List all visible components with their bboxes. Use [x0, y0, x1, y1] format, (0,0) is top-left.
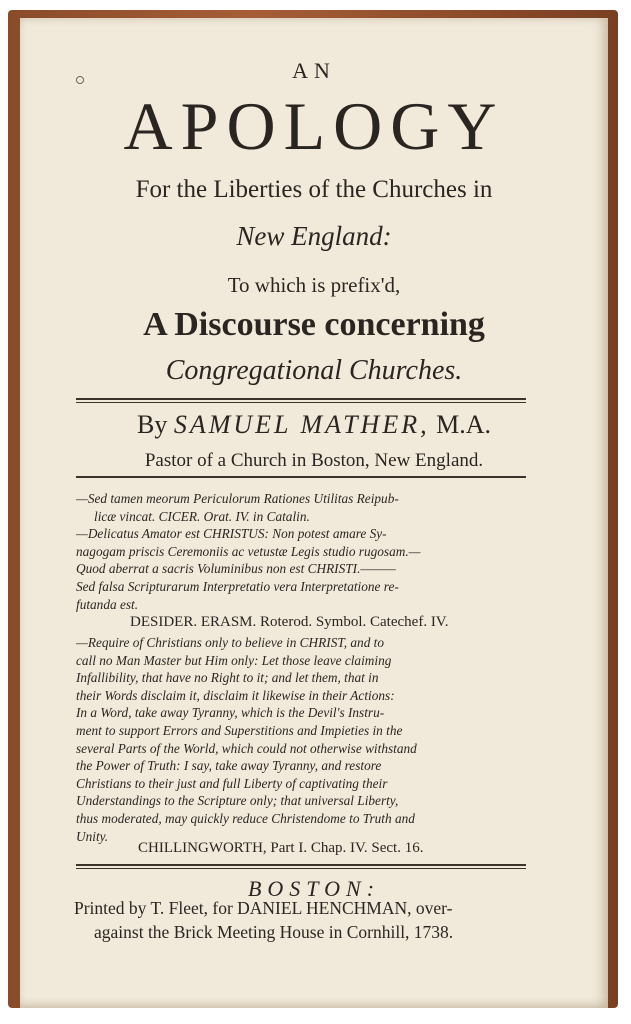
imprint-line-2: against the Brick Meeting House in Cornhill, 1738. [94, 922, 454, 942]
rule-divider [76, 476, 526, 478]
discourse-line: A Discourse concerning [143, 306, 485, 343]
prefix-line: To which is prefix'd, [227, 273, 401, 297]
quote-line: —Sed tamen meorum Periculorum Rationes Utilitas Reipub- [76, 491, 399, 506]
quote-line: Sed falsa Scripturarum Interpretatio vera Interpretatione re- [76, 578, 399, 594]
title-page [20, 18, 608, 1008]
quote-line: —Require of Christians only to believe in CHRIST, and to [76, 635, 385, 650]
rule-divider [76, 864, 526, 869]
quote-line: Infallibility, that have no Right to it; and let them, that in [76, 670, 379, 686]
author-name: SAMUEL MATHER, [173, 410, 430, 439]
congregational-line: Congregational Churches. [165, 355, 463, 386]
rule-divider [76, 398, 526, 403]
by-word: By [136, 410, 168, 439]
quote-line: the Power of Truth: I say, take away Tyranny, and restore [76, 758, 382, 774]
quote-line: futanda est. [76, 596, 139, 612]
subtitle-new-england: New England: [236, 221, 392, 251]
quote-line: ment to support Errors and Superstitions and Impieties in the [76, 722, 403, 738]
quote-line: —Delicatus Amator est CHRISTUS: Non potest amare Sy- [76, 526, 387, 542]
title-apology: APOLOGY [123, 88, 505, 164]
quote-line: call no Man Master but Him only: Let those leave claiming [76, 652, 392, 668]
chillingworth-attribution: CHILLINGWORTH, Part I. Chap. IV. Sect. 16. [138, 840, 424, 856]
quote-line: Christians to their just and full Liberty of captivating their [76, 775, 388, 791]
quote-line: several Parts of the World, which could not otherwise withstand [76, 740, 417, 756]
quote-line: Unity. [76, 828, 109, 844]
quote-line: nagogam priscis Ceremoniis ac vetustæ Legis studio rugosam.— [76, 543, 421, 559]
imprint-line-1: Printed by T. Fleet, for DANIEL HENCHMAN, over- [74, 898, 453, 918]
epigraph-block [76, 634, 532, 845]
imprint-city: BOSTON: [247, 876, 381, 901]
quote-line: In a Word, take away Tyranny, which is the Devil's Instru- [76, 705, 385, 721]
quote-line: licæ vincat. CICER. Orat. IV. in Catalin. [94, 508, 310, 524]
title-an: AN [292, 58, 336, 83]
subtitle-liberties: For the Liberties of the Churches in [135, 176, 493, 203]
epigraph-block [76, 490, 532, 613]
quote-line: Quod aberrat a sacris Voluminibus non est CHRISTI.——— [76, 561, 396, 577]
pastor-line: Pastor of a Church in Boston, New England. [144, 450, 484, 471]
author-degree: M.A. [436, 410, 491, 439]
book-cover-board [8, 10, 618, 1008]
quote-line: their Words disclaim it, disclaim it likewise in their Actions: [76, 687, 395, 703]
quote-line: thus moderated, may quickly reduce Christendome to Truth and [76, 810, 415, 826]
author-line [20, 410, 608, 440]
erasmus-attribution: DESIDER. ERASM. Roterod. Symbol. Catechef. IV. [130, 614, 449, 630]
quote-line: Understandings to the Scripture only; that universal Liberty, [76, 793, 399, 809]
